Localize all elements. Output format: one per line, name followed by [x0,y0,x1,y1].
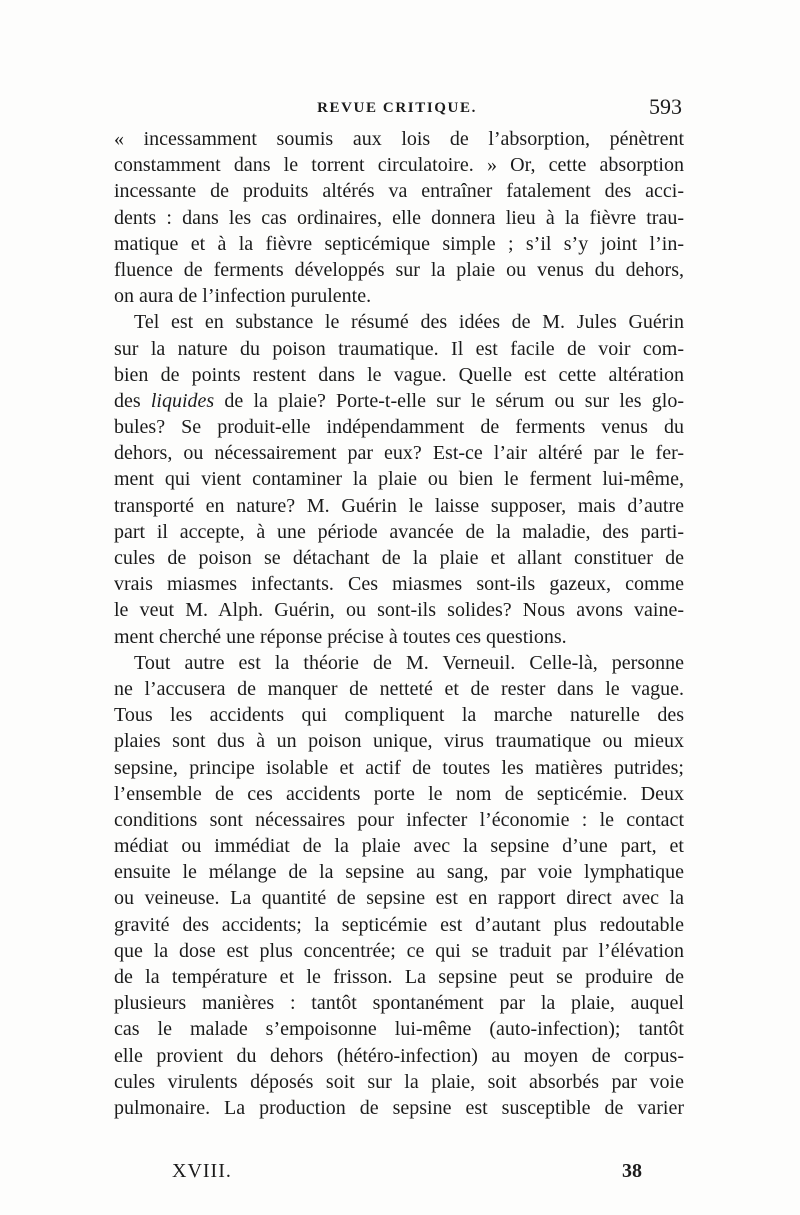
text-line: Tel est en substance le résumé des idées de M. Jules Guérin [134,311,684,334]
text-line: matique et à la fièvre septicémique simple ; s’il s’y joint l’in- [114,232,684,255]
text-line: ou veineuse. La quantité de sepsine est en rapport direct avec la [114,887,684,910]
text-line: elle provient du dehors (hétéro-infection) au moyen de corpus- [114,1044,684,1067]
text-line: que la dose est plus concentrée; ce qui se traduit par l’élévation [114,939,684,962]
text-line: transporté en nature? M. Guérin le laisse supposer, mais d’autre [114,494,684,517]
page-number: 593 [649,94,682,119]
page-footer [172,1160,642,1190]
text-line: l’ensemble de ces accidents porte le nom de septicémie. Deux [114,782,684,805]
text-line: Tout autre est la théorie de M. Verneuil. Celle-là, personne [134,651,684,674]
text-line: pulmonaire. La production de sepsine est susceptible de varier [114,1096,684,1119]
text-line: on aura de l’infection purulente. [114,285,372,308]
text-line: ment qui vient contaminer la plaie ou bien le ferment lui-même, [114,468,684,491]
text-line: plusieurs manières : tantôt spontanément par la plaie, auquel [114,992,684,1015]
text-line: incessante de produits altérés va entraîner fatalement des acci- [114,180,684,203]
text-line: cules de poison se détachant de la plaie et allant constituer de [114,547,684,569]
text-line: plaies sont dus à un poison unique, virus traumatique ou mieux [114,730,684,753]
text-line: ment cherché une réponse précise à toutes ces questions. [114,625,567,648]
text-line: cas le malade s’empoisonne lui-même (auto-infection); tantôt [114,1018,684,1041]
sheet-number: 38 [622,1160,642,1182]
text-line: des liquides de la plaie? Porte-t-elle sur le sérum ou sur les glo- [114,389,684,412]
running-head [112,94,682,124]
text-line: constamment dans le torrent circulatoire. » Or, cette absorption [114,154,684,177]
text-line: fluence de ferments développés sur la plaie ou venus du dehors, [114,258,684,281]
text-line: bien de points restent dans le vague. Quelle est cette altération [114,363,684,386]
text-line: sur la nature du poison traumatique. Il est facile de voir com- [114,337,684,360]
italic-word: liquides [150,389,215,412]
text-line: Tous les accidents qui compliquent la marche naturelle des [114,704,684,727]
text-line: cules virulents déposés soit sur la plaie, soit absorbés par voie [114,1070,684,1093]
text-line: ensuite le mélange de la sepsine au sang, par voie lymphatique [114,861,684,884]
text-line: conditions sont nécessaires pour infecter l’économie : le contact [114,808,684,831]
paragraph [114,309,684,649]
text-line: dents : dans les cas ordinaires, elle donnera lieu à la fièvre trau- [114,206,684,229]
text-line: dehors, ou nécessairement par eux? Est-ce l’air altéré par le fer- [114,442,684,465]
text-line: de la température et le frisson. La sepsine peut se produire de [114,966,684,988]
text-line: « incessamment soumis aux lois de l’absorption, pénètrent [114,128,684,150]
text-line: gravité des accidents; la septicémie est d’autant plus redoutable [114,913,684,936]
signature-mark: XVIII. [172,1160,232,1182]
text-line: bules? Se produit-elle indépendamment de ferments venus du [114,416,684,439]
text-line: part il accepte, à une période avancée de la maladie, des parti- [114,520,684,543]
text-line: le veut M. Alph. Guérin, ou sont-ils solides? Nous avons vaine- [114,599,684,622]
paragraph [114,650,684,1121]
text-line: médiat ou immédiat de la plaie avec la sepsine d’une part, et [114,835,684,858]
body-text [114,126,684,1121]
text-line: sepsine, principe isolable et actif de toutes les matières putrides; [114,756,684,779]
text-line: ne l’accusera de manquer de netteté et de rester dans le vague. [114,677,684,700]
paragraph [114,126,684,309]
running-title: REVUE CRITIQUE. [317,100,477,116]
text-line: vrais miasmes infectants. Ces miasmes sont-ils gazeux, comme [114,573,684,596]
